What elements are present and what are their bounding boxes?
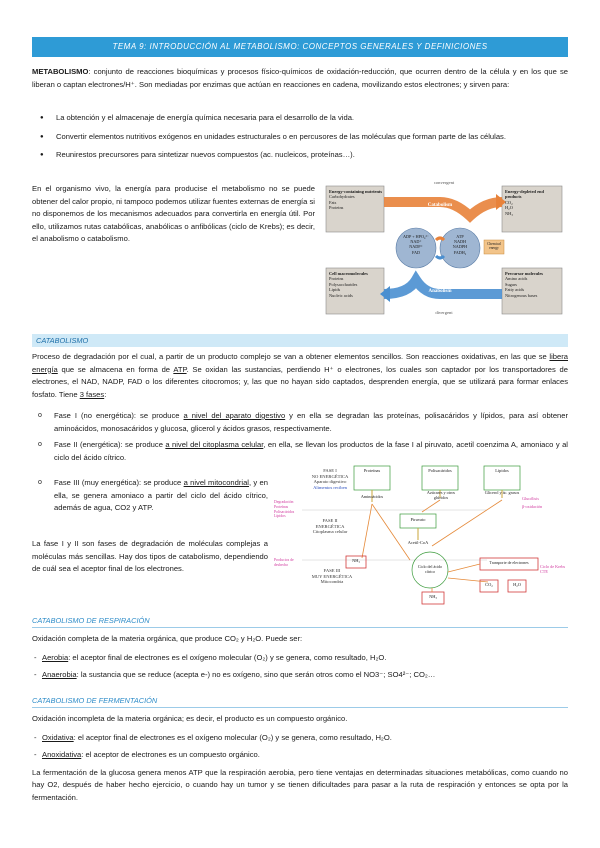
fermentacion-item — [32, 749, 568, 762]
nh3-bottom: NH₃ — [429, 594, 437, 599]
nutrient-item: Proteins — [329, 205, 344, 211]
energy-nutrients-title: Energy-containing nutrients — [329, 189, 383, 194]
catabolismo-p2 — [32, 538, 268, 576]
precursor-item: Nitrogenous bases — [505, 292, 538, 298]
intro-term: METABOLISMO — [32, 67, 89, 76]
intro-block — [32, 66, 568, 91]
box-aminoacidos: Aminoácidos — [360, 494, 384, 499]
cell-macro-title: Cell macromolecules — [329, 271, 368, 276]
end-products-title: Energy-depleted end products — [505, 189, 544, 200]
cat-underline: libera energía — [32, 352, 568, 374]
box-azucares: Azúcares y otros glúcidos — [426, 490, 456, 500]
atp-line: FADH₂ — [453, 249, 467, 255]
precursor-title: Precursor molecules — [505, 271, 543, 276]
fase2-line: ENERGÉTICA — [315, 523, 345, 529]
fase3-line: Mitocondria — [320, 579, 344, 585]
atp-text — [442, 234, 478, 255]
phase-underline: a nivel del aparato digestivo — [183, 411, 286, 420]
item-text: : el aceptor de electrones es un compuesto orgánico. — [81, 750, 260, 760]
nutrient-item: Fats — [329, 199, 337, 205]
side-note: Degradación — [274, 500, 294, 504]
intro-bullet: ● La obtención y el almacenaje de energía química necesaria para el desarrollo de la vida. — [36, 112, 568, 125]
co2-label: CO₂ — [485, 582, 493, 587]
fase3-line: FASE III — [323, 568, 341, 573]
phase-text: , en ella, se llevan los productos de la fase I al piruvato, acetil coenzima A, amoniaco y al ciclo del ácido cítrico. — [54, 440, 568, 462]
phase-item — [32, 477, 268, 515]
divergent-label: divergent — [435, 310, 453, 315]
side-notes-left — [274, 500, 304, 519]
phase-text: Fase III (muy energética): se produce — [54, 478, 184, 487]
chemical-energy-label: Chemical energy — [487, 242, 501, 251]
nh3-label: NH₃ — [352, 558, 360, 563]
side-note: Proteínas — [274, 504, 289, 509]
adp-line: NADP⁺ — [409, 244, 423, 250]
item-term: Anaerobia — [42, 670, 77, 680]
precursor-item: Amino acids — [505, 276, 528, 282]
respiracion-intro: Oxidación completa de la materia orgánica, que produce CO₂ y H₂O. Puede ser: — [32, 634, 303, 643]
fermentacion-closing: La fermentación de la glucosa genera menos ATP que la respiración aerobia, pero tiene ventajas en determinadas situaciones metabólicas, como cuando no hay O2, después de haber hecho ejercicio, o cuando hay un tumor y se tienen dificultades para pasar a la ruta de respiración y entonces se opta por la fermentación. — [32, 767, 568, 802]
catabolismo-intro — [32, 351, 568, 401]
cycle-label: Ciclo del ácido cítrico — [417, 564, 443, 574]
intro-paragraph — [32, 183, 315, 246]
phase-underline: a nivel del citoplasma celular — [165, 440, 264, 450]
krebs-note: Ciclo de Krebs CTE — [540, 564, 566, 575]
cell-macro-item: Proteins — [329, 276, 344, 282]
phases-list-b — [32, 477, 268, 519]
beta-ox-note: β-oxidación — [522, 504, 543, 509]
phase-text: Fase II (energética): se produce — [54, 440, 166, 450]
phases-diagram — [272, 460, 568, 610]
phase-underline: a nivel mitocondrial — [183, 478, 249, 487]
end-product-item: H₂O — [505, 205, 513, 211]
precursor-item: Fatty acids — [505, 287, 525, 293]
box-polisacaridos: Polisacáridos — [428, 468, 452, 473]
item-text: : el aceptor final de electrones es el oxígeno molecular (O₂) y se genera, como resultado, H₂O. — [73, 732, 392, 742]
respiracion-block — [32, 633, 568, 687]
fermentacion-block — [32, 713, 568, 805]
energy-nutrients-text — [329, 189, 383, 211]
box-proteinas: Proteínas — [363, 468, 381, 473]
fase2-line: Citoplasma celular — [312, 529, 348, 535]
fase1-line: Aparato digestivo — [313, 479, 347, 485]
fase1-note: Alimentos reciben — [313, 484, 347, 490]
fase3-line: MUY ENERGÉTICA — [311, 573, 353, 579]
fase1-line: FASE I — [323, 468, 337, 473]
end-product-item: CO₂ — [505, 199, 513, 205]
cat-text: que se almacena en forma de — [57, 364, 174, 374]
fase2-line: FASE II — [322, 518, 338, 523]
adp-line: ADP + HPO₄²⁻ — [403, 234, 429, 239]
box-glicerol: Glicerol y ác. grasos — [484, 490, 520, 495]
glucolisis-note: Glucólisis — [522, 496, 539, 501]
end-products-text — [505, 189, 561, 216]
item-text: : el aceptor final de electrones es el oxígeno molecular (O₂) y se genera, como resultado, H₂O. — [68, 652, 387, 662]
cell-macro-item: Polysaccharides — [329, 281, 358, 287]
fermentacion-item — [32, 732, 568, 745]
precursor-item: Sugars — [505, 281, 517, 287]
item-term: Aerobia — [42, 652, 69, 662]
transport-label: Transporte de electrones — [489, 560, 529, 565]
intro-bullets — [36, 112, 568, 168]
h2o-label-box: H₂O — [513, 582, 521, 587]
metabolism-diagram — [320, 180, 568, 318]
piruvato-label: Piruvato — [410, 517, 426, 522]
side-note: Polisacáridos — [274, 509, 295, 514]
catabolism-label: Catabolism — [427, 203, 453, 208]
phase-text: y en ella se degradan las proteínas, polisacáridos y lípidos, para así obtener aminoácidos, monosacáridos y glucosa, glicerol y ácidos grasos, respectivamente. — [54, 411, 569, 433]
intro-bullet: ● Reunirestos precursores para sintetizar nuevos compuestos (ac. nucleicos, proteínas…). — [36, 149, 568, 162]
fermentacion-intro: Oxidación incompleta de la materia orgánica; es decir, el producto es un compuesto orgánico. — [32, 714, 348, 723]
fase3-label — [306, 568, 358, 585]
precursor-text — [505, 271, 561, 298]
atp-line: NADPH — [452, 244, 468, 250]
adp-line: FAD — [411, 249, 421, 255]
cat-underline: ATP — [173, 364, 187, 374]
item-term: Anoxidativa — [42, 750, 82, 760]
respiracion-item — [32, 669, 568, 682]
intro-para-text: En el organismo vivo, la energía para producise el metabolismo no se puede obtener del calor propio, ni tampoco podemos utilizar fuentes externas de energía si no disponemos de los mecanismos adecuados para convertirla en energía útil. Por ello, utilizamos rutas catabólicas, anabólicas o anfibólicas (ciclo de Krebs); es decir, el anabolismo o catabolismo. — [32, 184, 315, 244]
fase1-line: NO ENERGÉTICA — [311, 473, 349, 479]
fase2-label — [306, 518, 354, 535]
intro-bullet: ● Convertir elementos nutritivos exógenos en unidades estructurales o en percusores de las moléculas que forman parte de las células. — [36, 131, 568, 144]
cell-macro-item: Nucleic acids — [329, 292, 353, 298]
nutrient-item: Carbohydrates — [329, 194, 355, 200]
fase1-label — [306, 468, 354, 490]
phase-item — [32, 410, 568, 435]
side-note: Lípidos — [274, 514, 286, 519]
page-title: TEMA 9: INTRODUCCIÓN AL METABOLISMO: CONCEPTOS GENERALES Y DEFINICIONES — [32, 37, 568, 57]
cat-p2-text: La fase I y II son fases de degradación de moléculas complejas a moléculas más sencillas. Hay dos tipos de catabolismo, dependiendo de cuál sea el aceptor final de los electrones. — [32, 539, 268, 574]
intro-text: : conjunto de reacciones bioquímicas y procesos físico-químicos de oxidación-reducción, que ocurren dentro de la célula y en los que se liberan o captan electrones/H⁺. Son mediadas por enzimas que actúan en reacciones en cadena, movilizando estos electrones; y sirven para: — [32, 67, 568, 89]
adp-line: NAD⁺ — [410, 239, 422, 245]
atp-line: NADH — [453, 239, 467, 245]
cell-macro-item: Lipids — [329, 287, 341, 293]
cat-text: Proceso de degradación por el cual, a partir de un producto complejo se van a obtener elementos sencillos. Son reacciones oxidativas, en las que se — [32, 352, 550, 361]
item-term: Oxidativa — [42, 732, 74, 742]
atp-line: ATP — [456, 234, 464, 239]
end-product-item: NH₃ — [505, 210, 513, 216]
produces-note: Productos de deshecho — [274, 558, 294, 567]
cat-text: : — [104, 389, 107, 399]
phase-text: , y en ella, se genera amoniaco a partir del ciclo del ácido cítrico, además de agua, CO2 y ATP. — [54, 478, 268, 513]
acetyl-label: Acetil-CoA — [407, 540, 429, 545]
cat-text: . Se oxidan las sustancias, perdiendo H⁺ o electrones, los cuales son captador por los transportadores de electrones, el NAD, NADP, FAD o los diferentes citocromos; y, las que no hayan sido captados, desprenden energía, que se utilizará para formar enlaces fosfato. Tiene — [32, 364, 568, 399]
section-catabolismo: CATABOLISMO — [32, 334, 568, 347]
adp-text — [398, 234, 434, 255]
cat-underline: 3 fases — [79, 389, 105, 399]
section-respiracion: CATABOLISMO DE RESPIRACIÓN — [32, 615, 568, 628]
phase-text: Fase I (no energética): se produce — [54, 411, 184, 420]
item-text: : la sustancia que se reduce (acepta e-) no es oxígeno, sino que serán otros como el NO3⁻; SO4²⁻; CO₂… — [76, 670, 436, 680]
section-fermentacion: CATABOLISMO DE FERMENTACIÓN — [32, 695, 568, 708]
box-lipidos: Lípidos — [495, 468, 509, 473]
anabolism-label: Anabolism — [428, 289, 452, 294]
respiracion-item — [32, 652, 568, 665]
convergent-label: convergent — [433, 180, 455, 185]
cell-macro-text — [329, 271, 383, 298]
